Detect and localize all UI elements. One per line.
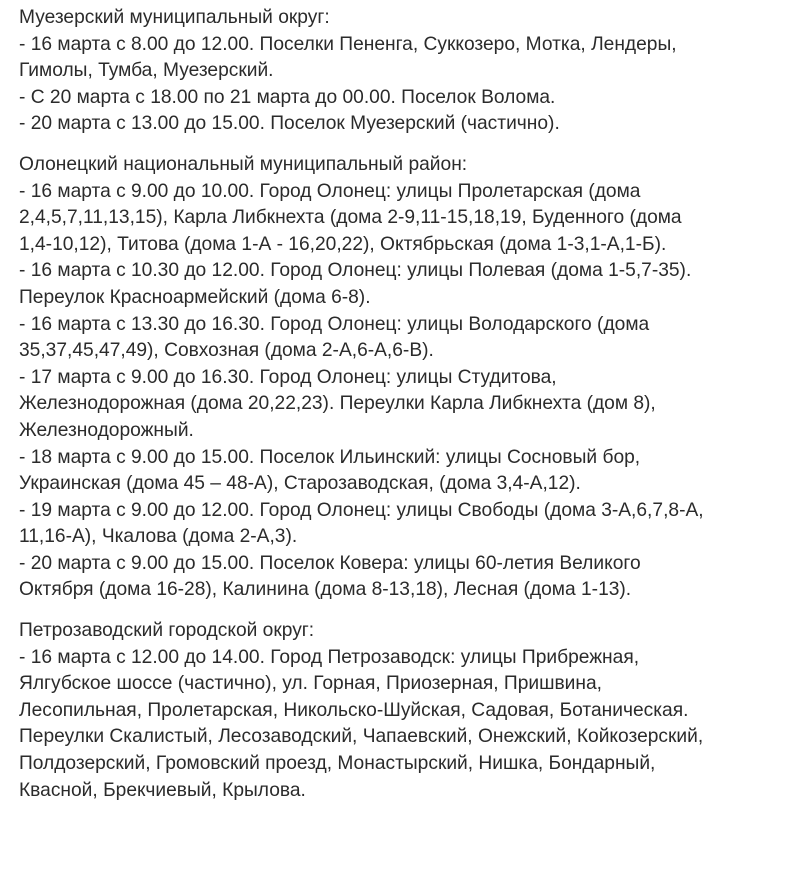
text-line: Ялгубское шоссе (частично), ул. Горная, Приозерная, Пришвина, (19, 673, 602, 695)
text-line: Гимолы, Тумба, Муезерский. (19, 60, 274, 82)
text-line: 2,4,5,7,11,13,15), Карла Либкнехта (дома 2-9,11-15,18,19, Буденного (дома (19, 207, 682, 229)
text-line: - 19 марта с 9.00 до 12.00. Город Олонец: улицы Свободы (дома 3-А,6,7,8-А, (19, 499, 704, 521)
section-heading: Олонецкий национальный муниципальный район: (19, 153, 468, 175)
text-line: Железнодорожный. (19, 419, 194, 441)
section-muezersky (19, 5, 781, 138)
text-line: - 16 марта с 13.30 до 16.30. Город Олонец: улицы Володарского (дома (19, 313, 650, 335)
section-heading: Петрозаводский городской округ: (19, 620, 315, 642)
text-line: 1,4-10,12), Титова (дома 1-А - 16,20,22), Октябрьская (дома 1-3,1-А,1-Б). (19, 233, 667, 255)
text-line: Железнодорожная (дома 20,22,23). Переулки Карла Либкнехта (дом 8), (19, 393, 656, 415)
section-petrozavodsky (19, 618, 781, 804)
text-line: Украинская (дома 45 – 48-А), Старозаводская, (дома 3,4-А,12). (19, 473, 581, 495)
text-line: - 16 марта с 10.30 до 12.00. Город Олонец: улицы Полевая (дома 1-5,7-35). (19, 260, 692, 282)
text-line: Октября (дома 16-28), Калинина (дома 8-13,18), Лесная (дома 1-13). (19, 579, 632, 601)
text-line: Переулки Скалистый, Лесозаводский, Чапаевский, Онежский, Койкозерский, (19, 726, 704, 748)
section-heading: Муезерский муниципальный округ: (19, 7, 330, 28)
text-line: - 16 марта с 12.00 до 14.00. Город Петрозаводск: улицы Прибрежная, (19, 646, 640, 668)
text-line: - 17 марта с 9.00 до 16.30. Город Олонец: улицы Студитова, (19, 366, 557, 388)
text-line: - 20 марта с 9.00 до 15.00. Поселок Ковера: улицы 60-летия Великого (19, 552, 641, 574)
text-line: Полдозерский, Громовский проезд, Монастырский, Нишка, Бондарный, (19, 753, 656, 775)
text-line: Лесопильная, Пролетарская, Никольско-Шуйская, Садовая, Ботаническая. (19, 699, 689, 721)
text-line: 35,37,45,47,49), Совхозная (дома 2-А,6-А,6-В). (19, 340, 434, 362)
text-line: Переулок Красноармейский (дома 6-8). (19, 286, 371, 308)
text-line: Квасной, Брекчиевый, Крылова. (19, 779, 306, 801)
text-line: - 16 марта с 9.00 до 10.00. Город Олонец: улицы Пролетарская (дома (19, 180, 641, 202)
text-line: - 20 марта с 13.00 до 15.00. Поселок Муезерский (частично). (19, 113, 560, 135)
text-line: - 18 марта с 9.00 до 15.00. Поселок Ильинский: улицы Сосновый бор, (19, 446, 641, 468)
section-olonetsky (19, 152, 781, 604)
text-line: - С 20 марта с 18.00 по 21 марта до 00.00. Поселок Волома. (19, 86, 556, 108)
text-line: - 16 марта с 8.00 до 12.00. Поселки Пененга, Суккозеро, Мотка, Лендеры, (19, 33, 677, 55)
text-line: 11,16-А), Чкалова (дома 2-А,3). (19, 526, 298, 548)
